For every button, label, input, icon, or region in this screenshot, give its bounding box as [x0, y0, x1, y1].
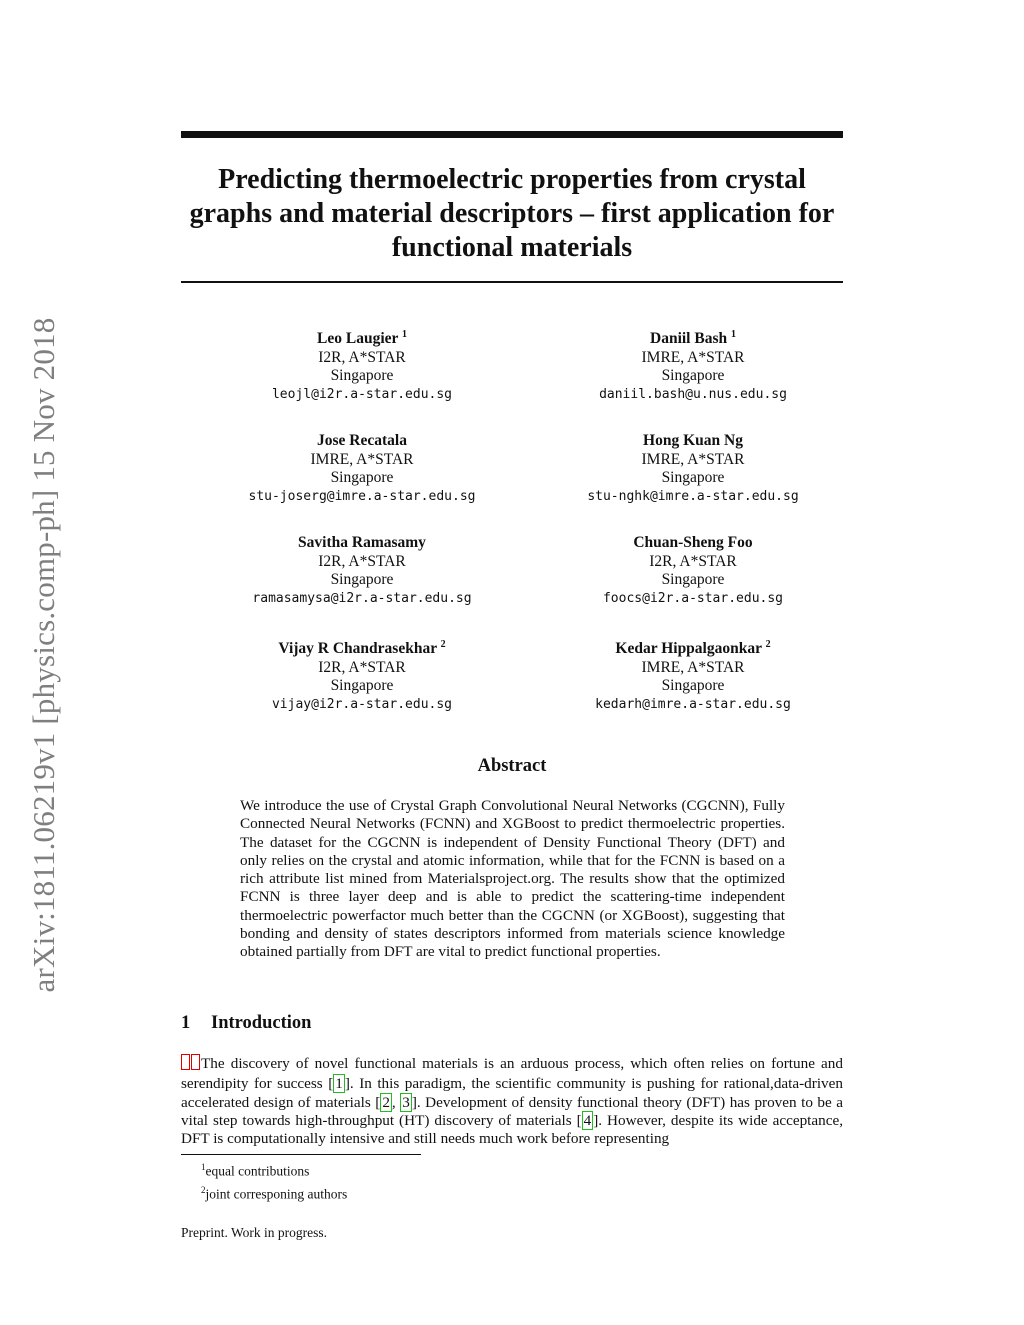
author-affiliation: I2R, A*STAR — [318, 348, 406, 366]
title-top-rule — [181, 131, 843, 138]
author-mark: 2 — [440, 639, 446, 651]
title-bottom-rule — [181, 281, 843, 283]
author-block — [181, 534, 543, 608]
author-name: Savitha Ramasamy — [298, 534, 426, 552]
author-location: Singapore — [661, 469, 725, 487]
author-block — [543, 636, 843, 714]
author-location: Singapore — [330, 367, 394, 385]
author-block — [543, 534, 843, 608]
author-mark: 2 — [765, 639, 771, 651]
arxiv-identifier-stamp: arXiv:1811.06219v1 [physics.comp-ph] 15 Nov 2018 — [26, 317, 61, 993]
citation-link[interactable]: 1 — [335, 1075, 343, 1093]
author-email: foocs@i2r.a-star.edu.sg — [602, 590, 783, 606]
author-location: Singapore — [661, 677, 725, 695]
author-mark: 1 — [401, 329, 407, 340]
author-block — [181, 636, 543, 714]
abstract-text: We introduce the use of Crystal Graph Convolutional Neural Networks (CGCNN), Fully Connected Neural Networks (FCNN) and XGBoost to predict thermoelectric properties. The dataset for the CGCNN is independent of Density Functional Theory (DFT) and only relies on the crystal and atomic information, while that for the FCNN is based on a rich attribute list mined from Materialsproject.org. The results show that the optimized FCNN is three layer deep and is able to predict the scattering-time independent thermoelectric powerfactor much better than the CGCNN (or XGBoost), suggesting that bonding and density of states descriptors informed from materials science knowledge obtained partially from DFT are vital to predict functional properties. — [240, 797, 785, 961]
preprint-notice: Preprint. Work in progress. — [181, 1225, 328, 1240]
paper-title: Predicting thermoelectric properties from crystal graphs and material descriptors – first application for functional materials — [189, 164, 835, 263]
author-affiliation: I2R, A*STAR — [318, 658, 406, 676]
author-name: Hong Kuan Ng — [643, 432, 743, 450]
author-affiliation: IMRE, A*STAR — [641, 348, 745, 366]
author-mark: 1 — [730, 329, 736, 340]
author-location: Singapore — [661, 571, 725, 589]
citation-link[interactable]: 2 — [382, 1093, 390, 1111]
author-list — [181, 326, 843, 714]
author-block — [543, 432, 843, 506]
footnote: $^1$equal contributions — [201, 1162, 310, 1179]
author-block — [181, 432, 543, 506]
citation-link[interactable]: 4 — [583, 1111, 592, 1129]
author-block — [543, 326, 843, 404]
author-email: daniil.bash@u.nus.edu.sg — [599, 386, 787, 402]
author-affiliation: IMRE, A*STAR — [641, 450, 745, 468]
author-email: vijay@i2r.a-star.edu.sg — [271, 696, 452, 712]
author-email: ramasamysa@i2r.a-star.edu.sg — [252, 590, 472, 606]
author-location: Singapore — [330, 677, 394, 695]
footnote-rule — [181, 1154, 421, 1155]
author-affiliation: I2R, A*STAR — [318, 552, 406, 570]
hyperlink-marker-icon — [181, 1054, 201, 1075]
author-affiliation: IMRE, A*STAR — [310, 450, 414, 468]
footnote: $^2$joint corresponing authors — [201, 1185, 348, 1202]
author-affiliation: I2R, A*STAR — [649, 552, 737, 570]
author-name: Chuan-Sheng Foo — [633, 534, 753, 552]
section-number: 1 — [181, 1013, 191, 1033]
author-email: leojl@i2r.a-star.edu.sg — [271, 386, 452, 402]
author-affiliation: IMRE, A*STAR — [641, 658, 745, 676]
author-email: kedarh@imre.a-star.edu.sg — [595, 696, 791, 712]
author-name: Kedar Hippalgaonkar $^2$ — [615, 639, 771, 658]
footnotes — [201, 1158, 347, 1204]
author-email: stu-joserg@imre.a-star.edu.sg — [248, 488, 476, 504]
abstract-heading: Abstract — [477, 756, 547, 776]
introduction-paragraph: The discovery of novel functional materials is an arduous process, which often relies on fortune and serendipity for success [ 1 ]. In this paradigm, the scientific community is pushing for rational,data-driven accelerated design of materials [ 2 , 3 ]. Development of density functional theory (DFT) has proven to be a vital step towards high-throughput (HT) discovery of materials [ 4 ]. However, despite its wide acceptance, DFT is computationally intensive and still needs much work before representing — [181, 1055, 844, 1148]
section-title: Introduction — [211, 1013, 312, 1033]
section-heading-introduction — [181, 1013, 311, 1034]
author-email: stu-nghk@imre.a-star.edu.sg — [587, 488, 799, 504]
author-location: Singapore — [330, 469, 394, 487]
author-name: Daniil Bash $^1$ — [650, 329, 736, 348]
citation-link[interactable]: 3 — [402, 1093, 410, 1111]
author-name: Leo Laugier $^1$ — [317, 329, 407, 348]
author-block — [181, 326, 543, 404]
author-location: Singapore — [330, 571, 394, 589]
author-name: Jose Recatala — [317, 432, 407, 450]
author-name: Vijay R Chandrasekhar $^2$ — [278, 639, 446, 658]
author-location: Singapore — [661, 367, 725, 385]
